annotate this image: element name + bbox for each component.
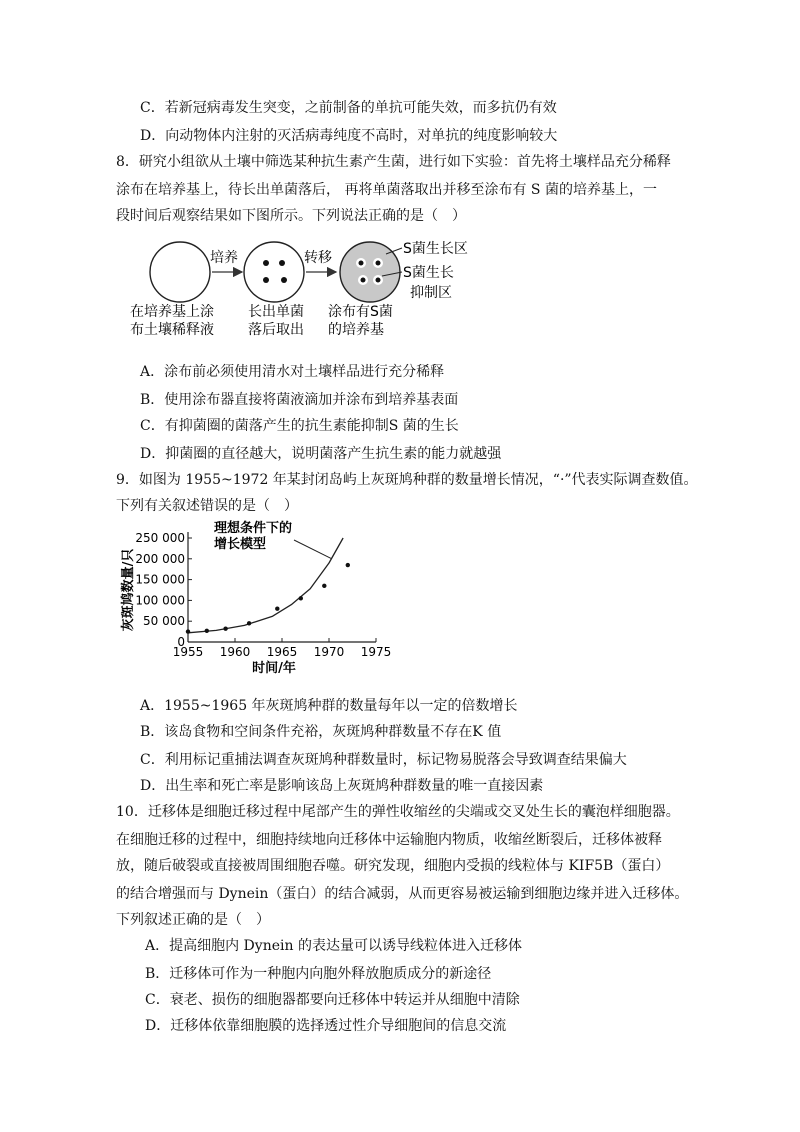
- plate2-caption-1: 长出单菌: [248, 304, 304, 320]
- curve-annotation-1: 理想条件下的: [214, 521, 293, 536]
- plate1-caption-1: 在培养基上涂: [130, 304, 214, 320]
- y-tick-label: 50 000: [143, 614, 185, 629]
- q9-option-a: A．1955~1965 年灰斑鸠种群的数量每年以一定的倍数增长: [140, 698, 518, 714]
- q7-option-c: C．若新冠病毒发生突变，之前制备的单抗可能失效，而多抗仍有效: [140, 100, 557, 116]
- y-tick-label: 100 000: [135, 593, 185, 608]
- q9-option-b: B．该岛食物和空间条件充裕，灰斑鸠种群数量不存在K 值: [140, 724, 502, 740]
- curve-annotation-2: 增长模型: [214, 537, 267, 552]
- growth-zone-label: S菌生长区: [403, 241, 468, 257]
- population-chart: [118, 518, 392, 676]
- q8-option-c: C．有抑菌圈的菌落产生的抗生素能抑制S 菌的生长: [140, 418, 459, 434]
- x-tick-label: 1965: [266, 645, 298, 659]
- empty-plate: [150, 242, 210, 302]
- inhibition-zone-label-2: 抑制区: [410, 285, 452, 301]
- arrow2-label: 转移: [304, 250, 332, 266]
- arrow1-label: 培养: [210, 250, 238, 266]
- q10-stem-line2: 在细胞迁移的过程中，细胞持续地向迁移体中运输胞内物质，收缩丝断裂后，迁移体被释: [116, 832, 662, 848]
- y-tick-label: 150 000: [135, 572, 185, 587]
- x-tick-label: 1955: [172, 645, 204, 659]
- q8-option-a: A．涂布前必须使用清水对土壤样品进行充分稀释: [140, 364, 445, 380]
- x-axis-label: 时间/年: [252, 661, 296, 676]
- y-axis-label: 灰斑鸠数量/只: [121, 548, 136, 632]
- x-tick-label: 1970: [313, 645, 345, 659]
- q9-option-d: D．出生率和死亡率是影响该岛上灰斑鸠种群数量的唯一直接因素: [140, 778, 544, 794]
- q10-stem-line4: 的结合增强而与 Dynein（蛋白）的结合减弱，从而更容易被运输到细胞边缘并进入迁移体。: [116, 886, 689, 902]
- q8-figure: [120, 232, 500, 340]
- colony-plate: [244, 242, 304, 302]
- q8-stem-line2: 涂布在培养基上，待长出单菌落后， 再将单菌落取出并移至涂布有 S 菌的培养基上，一: [116, 182, 657, 198]
- data-point: [322, 584, 326, 588]
- x-tick-label: 1975: [360, 645, 392, 659]
- q10-stem-line5: 下列叙述正确的是（ ）: [116, 912, 270, 928]
- q10-stem-line1: 10．迁移体是细胞迁移过程中尾部产生的弹性收缩丝的尖端或交叉处生长的囊泡样细胞器。: [116, 804, 680, 820]
- s-bacteria-plate: [340, 242, 400, 302]
- ideal-growth-curve: [188, 538, 343, 633]
- q9-stem-line2: 下列有关叙述错误的是（ ）: [116, 498, 298, 514]
- y-tick-label: 0: [177, 635, 185, 649]
- annotation-leader: [294, 540, 332, 559]
- q9-option-c: C．利用标记重捕法调查灰斑鸠种群数量时，标记物易脱落会导致调查结果偏大: [140, 752, 627, 768]
- q10-option-d: D．迁移体依靠细胞膜的选择透过性介导细胞间的信息交流: [145, 1018, 507, 1034]
- data-point: [346, 563, 350, 567]
- q10-option-a: A．提高细胞内 Dynein 的表达量可以诱导线粒体进入迁移体: [145, 938, 522, 954]
- data-point: [186, 629, 190, 633]
- y-tick-label: 250 000: [135, 531, 185, 545]
- data-point: [223, 626, 227, 630]
- y-tick-label: 200 000: [135, 551, 185, 566]
- q10-option-b: B．迁移体可作为一种胞内向胞外释放胞质成分的新途径: [145, 966, 492, 982]
- plate2-caption-2: 落后取出: [248, 322, 304, 338]
- plate3-caption-1: 涂布有S菌: [328, 304, 393, 320]
- data-point: [275, 607, 279, 611]
- data-point: [299, 596, 303, 600]
- plate3-caption-2: 的培养基: [328, 322, 384, 338]
- q7-option-d: D．向动物体内注射的灭活病毒纯度不高时，对单抗的纯度影响较大: [140, 128, 558, 144]
- q10-option-c: C．衰老、损伤的细胞器都要向迁移体中转运并从细胞中清除: [145, 992, 520, 1008]
- q9-stem-line1: 9．如图为 1955~1972 年某封闭岛屿上灰斑鸠种群的数量增长情况，“·”代表实际调查数值。: [116, 472, 698, 488]
- data-point: [247, 621, 251, 625]
- data-point: [205, 629, 209, 633]
- x-tick-label: 1960: [219, 645, 251, 659]
- q8-option-d: D．抑菌圈的直径越大，说明菌落产生抗生素的能力就越强: [140, 446, 502, 462]
- q8-stem-line3: 段时间后观察结果如下图所示。下列说法正确的是（ ）: [116, 208, 466, 224]
- q8-option-b: B．使用涂布器直接将菌液滴加并涂布到培养基表面: [140, 392, 459, 408]
- q8-stem-line1: 8．研究小组欲从土壤中筛选某种抗生素产生菌，进行如下实验：首先将土壤样品充分稀释: [116, 154, 671, 170]
- q10-stem-line3: 放，随后破裂或直接被周围细胞吞噬。研究发现，细胞内受损的线粒体与 KIF5B（蛋白）: [116, 858, 670, 874]
- inhibition-zone-label-1: S菌生长: [403, 265, 454, 281]
- plate1-caption-2: 布土壤稀释液: [130, 322, 214, 338]
